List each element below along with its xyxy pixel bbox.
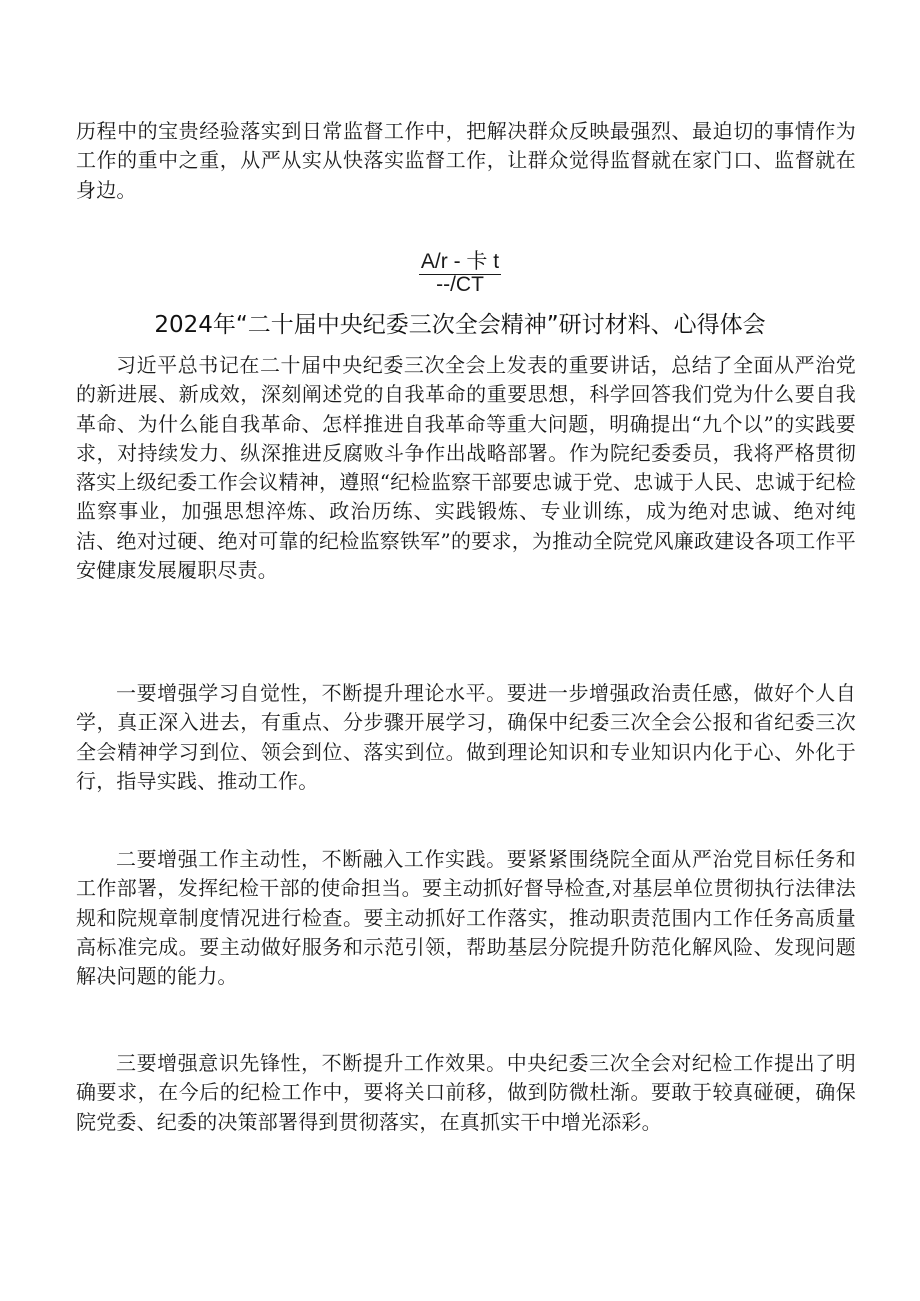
continuation-paragraph: 历程中的宝贵经验落实到日常监督工作中，把解决群众反映最强烈、最迫切的事情作为工作的重中之重，从严从实从快落实监督工作，让群众觉得监督就在家门口、监督就在身边。	[76, 119, 856, 202]
document-title: 2024年“二十届中央纪委三次全会精神”研讨材料、心得体会	[154, 312, 766, 338]
point-two-paragraph: 二要增强工作主动性，不断融入工作实践。要紧紧围绕院全面从严治党目标任务和工作部署，发挥纪检干部的使命担当。要主动抓好督导检查,对基层单位贯彻执行法律法规和院规章制度情况进行检查。要主动抓好工作落实，推动职责范围内工作任务高质量高标准完成。要主动做好服务和示范引领，帮助基层分院提升防范化解风险、发现问题解决问题的能力。	[76, 847, 856, 989]
section-marker-top	[410, 250, 510, 275]
point-three-paragraph: 三要增强意识先锋性，不断提升工作效果。中央纪委三次全会对纪检工作提出了明确要求，在今后的纪检工作中，要将关口前移，做到防微杜渐。要敢于较真碰硬，确保院党委、纪委的决策部署得到贯彻落实，在真抓实干中增光添彩。	[76, 1051, 856, 1134]
section-marker-top-text: A/r - 卡 t	[420, 250, 500, 273]
section-marker-bottom: --/CT	[436, 273, 484, 296]
intro-paragraph: 习近平总书记在二十届中央纪委三次全会上发表的重要讲话，总结了全面从严治党的新进展、新成效，深刻阐述党的自我革命的重要思想，科学回答我们党为什么要自我革命、为什么能自我革命、怎样推进自我革命等重大问题，明确提出“九个以”的实践要求，对持续发力、纵深推进反腐败斗争作出战略部署。作为院纪委委员，我将严格贯彻落实上级纪委工作会议精神，遵照“纪检监察干部要忠诚于党、忠诚于人民、忠诚于纪检监察事业，加强思想淬炼、政治历练、实践锻炼、专业训练，成为绝对忠诚、绝对纯洁、绝对过硬、绝对可靠的纪检监察铁军”的要求，为推动全院党风廉政建设各项工作平安健康发展履职尽责。	[76, 353, 856, 583]
point-one-paragraph: 一要增强学习自觉性，不断提升理论水平。要进一步增强政治责任感，做好个人自学，真正深入进去，有重点、分步骤开展学习，确保中纪委三次全会公报和省纪委三次全会精神学习到位、领会到位、落实到位。做到理论知识和专业知识内化于心、外化于行，指导实践、推动工作。	[76, 681, 856, 793]
